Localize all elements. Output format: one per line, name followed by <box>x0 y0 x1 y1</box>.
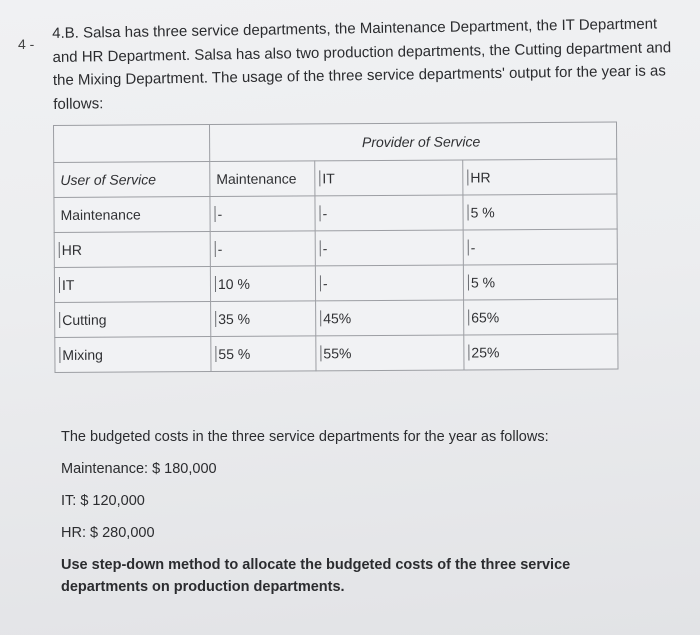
table-row <box>54 264 617 302</box>
row-label-hr: HR <box>54 232 210 268</box>
table-cell: - <box>315 230 463 266</box>
table-header-row-columns <box>54 159 617 197</box>
column-header-hr: HR <box>463 159 617 195</box>
table-row <box>55 299 618 337</box>
row-label-cutting: Cutting <box>55 302 211 338</box>
table-cell: 45% <box>316 300 464 336</box>
usage-table <box>53 122 619 373</box>
table-cell: 65% <box>464 299 618 335</box>
row-label-it: IT <box>54 267 210 303</box>
row-label-mixing: Mixing <box>55 337 211 373</box>
table-cell: 25% <box>464 334 618 370</box>
step-down-instruction: Use step-down method to allocate the budgeted costs of the three service departments on production departments. <box>61 557 571 595</box>
budget-section <box>61 424 661 598</box>
table-cell: 10 % <box>210 266 315 302</box>
budget-hr: HR: $ 280,000 <box>61 525 155 541</box>
usage-table-container <box>53 122 618 373</box>
provider-of-service-header: Provider of Service <box>210 122 617 161</box>
table-cell: 55 % <box>211 336 316 372</box>
table-cell: - <box>463 229 617 265</box>
budget-it: IT: $ 120,000 <box>61 493 145 509</box>
budget-intro: The budgeted costs in the three service departments for the year as follows: <box>61 429 549 445</box>
table-cell: - <box>315 265 463 301</box>
column-header-maintenance: Maintenance <box>210 161 315 197</box>
question-intro: 4.B. Salsa has three service departments, the Maintenance Department, the IT Department and HR Department. Salsa has also two production departments, the Cutting department and the Mixing Department. The usage of the three service departments' output for the year is as follows: <box>52 15 672 113</box>
question-number: 4 - <box>18 36 35 52</box>
row-label-maintenance: Maintenance <box>54 197 210 233</box>
table-cell: 55% <box>316 335 464 371</box>
table-cell: - <box>210 196 315 232</box>
budget-maintenance: Maintenance: $ 180,000 <box>61 461 217 477</box>
table-row <box>55 334 618 372</box>
table-cell: - <box>315 195 463 231</box>
table-cell: - <box>210 231 315 267</box>
table-cell: 5 % <box>463 194 617 230</box>
table-header-row-provider <box>54 122 617 162</box>
table-row <box>54 194 617 232</box>
table-cell: 5 % <box>463 264 617 300</box>
table-cell: 35 % <box>211 301 316 337</box>
column-header-it: IT <box>315 160 463 196</box>
table-row <box>54 229 617 267</box>
user-of-service-header: User of Service <box>54 162 210 198</box>
table-corner-cell <box>54 125 210 163</box>
